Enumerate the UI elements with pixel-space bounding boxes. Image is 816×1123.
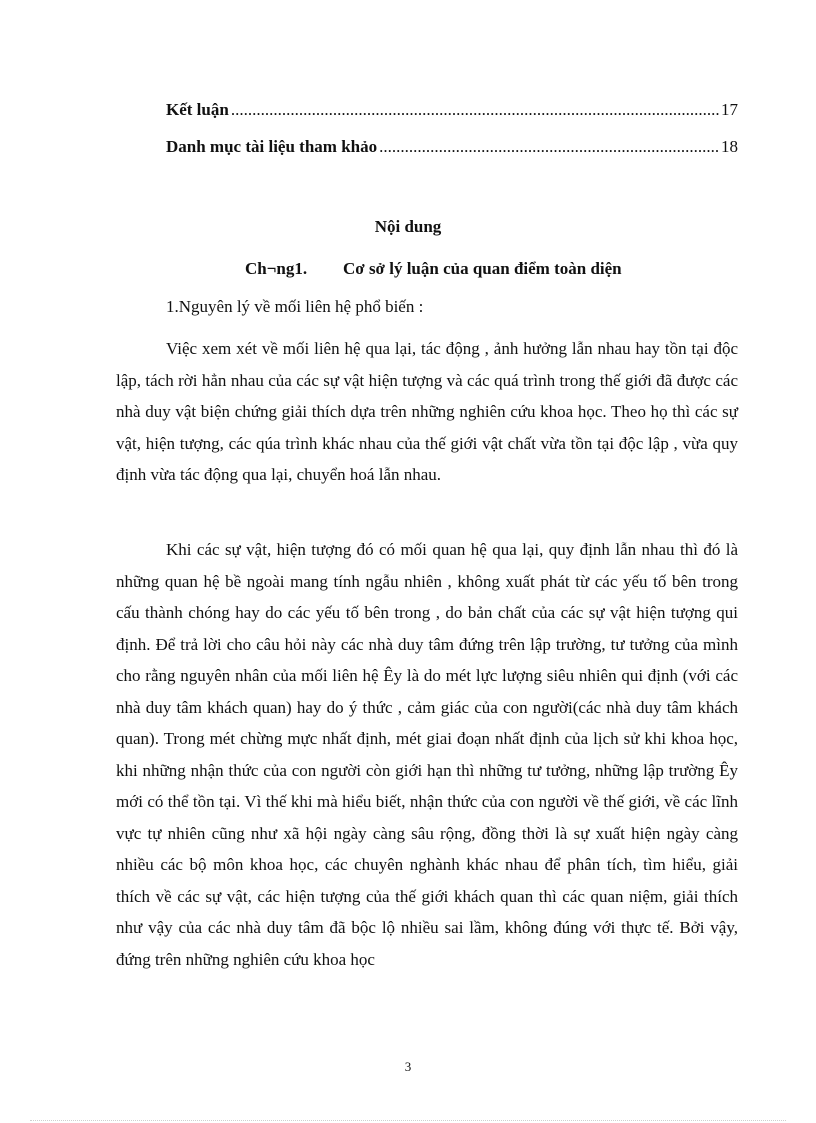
toc-entry-references[interactable] bbox=[166, 136, 738, 158]
toc-leader-dots bbox=[231, 99, 719, 121]
content-heading: Nội dung bbox=[374, 217, 442, 236]
page-divider bbox=[30, 1120, 786, 1121]
toc-entry-conclusion[interactable] bbox=[166, 99, 738, 121]
paragraph: Việc xem xét về mối liên hệ qua lại, tác động , ảnh hưởng lẫn nhau hay tồn tại độc lập, tách rời hẳn nhau của các sự vật hiện tượng và các quá trình trong thế giới đã được các nhà duy vật biện chứng giải thích dựa trên những nghiên cứu khoa học. Theo họ thì các sự vật, hiện tượng, các qúa trình khác nhau của thế giới vật chất vừa tồn tại độc lập , vừa quy định vừa tác động qua lại, chuyển hoá lẫn nhau. bbox=[116, 339, 738, 484]
toc-entry-title: Danh mục tài liệu tham khảo bbox=[166, 137, 378, 156]
paragraph: Khi các sự vật, hiện tượng đó có mối quan hệ qua lại, quy định lẫn nhau thì đó là những quan hệ bề ngoài mang tính ngẫu nhiên , không xuất phát từ các yếu tố bên trong cấu thành chóng hay do các yếu tố bên trong , do bản chất của các sự vật hiện tượng qui định. Để trả lời cho câu hỏi này các nhà duy tâm đứng trên lập trường, tư tưởng của mình cho rằng nguyên nhân của mối liên hệ Êy là do mét lực lượng siêu nhiên qui định (với các nhà duy tâm khách quan) hay do ý thức , cảm giác của con người(các nhà duy tâm khách quan). Trong mét chừng mực nhất định, mét giai đoạn nhất định của lịch sử khi khoa học, khi những nhận thức của con người còn giới hạn thì những tư tưởng, những lập trường Êy mới có thể tồn tại. Vì thế khi mà hiểu biết, nhận thức của con người về thế giới, về các lĩnh vực tự nhiên cũng như xã hội ngày càng sâu rộng, đồng thời là sự xuất hiện ngày càng nhiều các bộ môn khoa học, các chuyên nghành khác nhau để phân tích, tìm hiểu, giải thích về các sự vật, các hiện tượng của thế giới khách quan thì các quan niệm, giải thích như vậy của các nhà duy tâm đã bộc lộ nhiều sai lầm, không đúng với thực tế. Bởi vậy, đứng trên những nghiên cứu khoa học bbox=[116, 540, 738, 969]
page-number: 3 bbox=[404, 1059, 412, 1074]
toc-entry-page: 18 bbox=[721, 137, 738, 156]
chapter-number: Ch¬ng1. bbox=[245, 259, 308, 278]
toc-entry-page: 17 bbox=[721, 100, 738, 119]
toc-leader-dots bbox=[379, 136, 719, 158]
section-title: 1.Nguyên lý về mối liên hệ phổ biến : bbox=[166, 297, 424, 316]
chapter-title: Cơ sở lý luận của quan điểm toàn diện bbox=[343, 259, 622, 278]
toc-entry-title: Kết luận bbox=[166, 100, 229, 119]
